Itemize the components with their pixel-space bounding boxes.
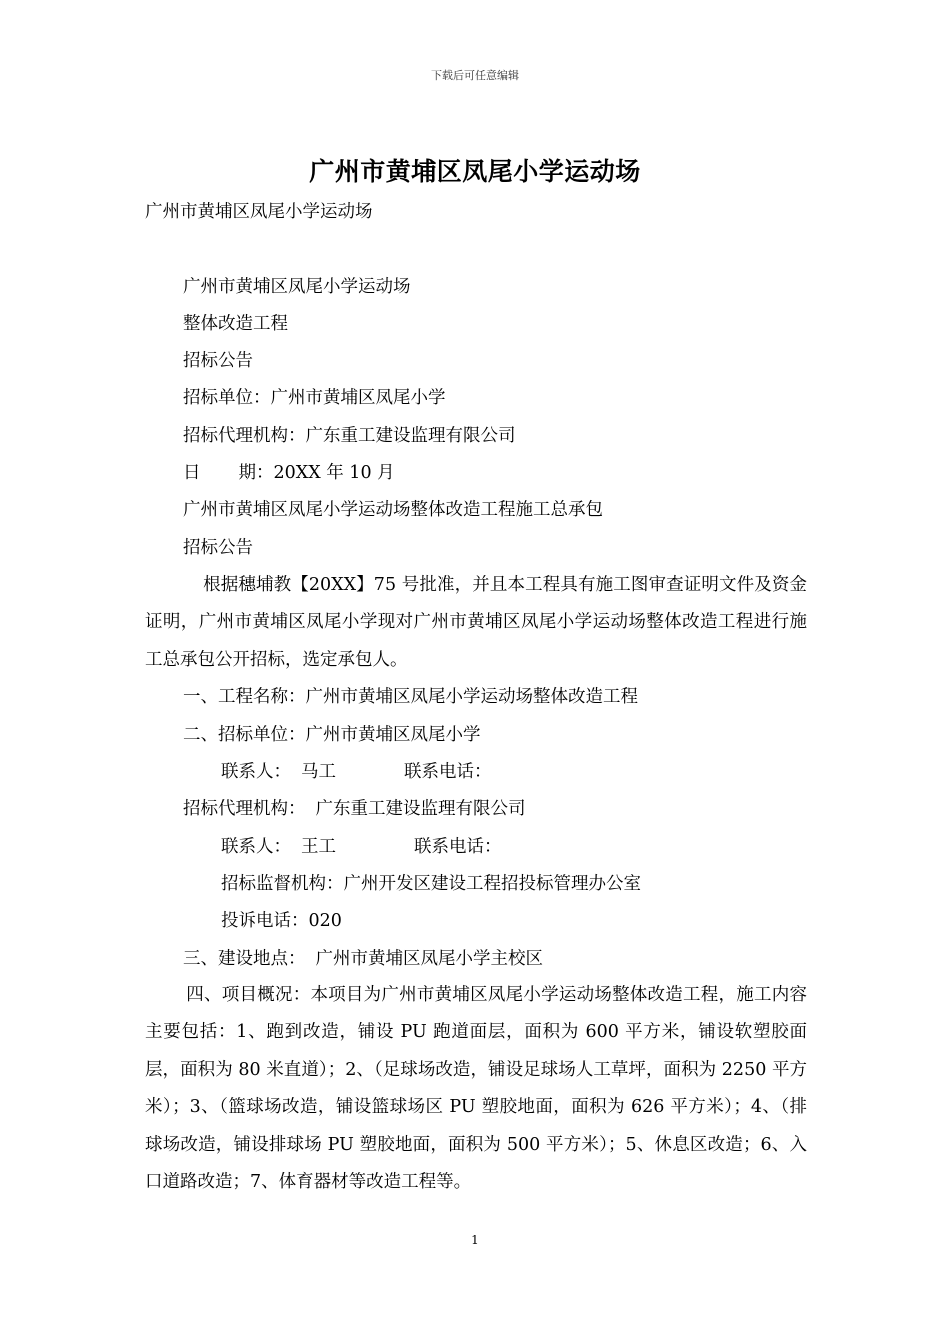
header-note: 下载后可任意编辑 bbox=[431, 69, 519, 82]
cover-date-value: 期：20XX 年 10 月 bbox=[238, 463, 395, 483]
notice-heading-1: 广州市黄埔区凤尾小学运动场整体改造工程施工总承包 bbox=[183, 500, 603, 520]
cover-date-label: 日 bbox=[183, 463, 201, 483]
complaint-line: 投诉电话：020 bbox=[221, 911, 342, 931]
page-number: 1 bbox=[471, 1233, 479, 1247]
notice-intro-text: 根据穗埔教【20XX】75 号批准，并且本工程具有施工图审查证明文件及资金证明，广州市黄埔区凤尾小学现对广州市黄埔区凤尾小学运动场整体改造工程进行施工总承包公开招标，选定承包人。 bbox=[145, 575, 807, 670]
item-2: 二、招标单位：广州市黄埔区凤尾小学 bbox=[183, 725, 481, 745]
contact1-name: 马工 bbox=[301, 762, 336, 782]
item3-value: 广州市黄埔区凤尾小学主校区 bbox=[315, 949, 543, 969]
cover-line-2: 整体改造工程 bbox=[183, 314, 288, 334]
contact1-phone-label: 联系电话： bbox=[404, 762, 492, 782]
contact2-phone-label: 联系电话： bbox=[414, 837, 502, 857]
notice-heading-2: 招标公告 bbox=[183, 538, 253, 558]
cover-tenderer: 招标单位：广州市黄埔区凤尾小学 bbox=[183, 388, 446, 408]
agency-label: 招标代理机构： bbox=[183, 799, 306, 819]
item3-label: 三、建设地点： bbox=[183, 949, 306, 969]
contact1-label: 联系人： bbox=[221, 762, 291, 782]
contact-row-1 bbox=[221, 760, 492, 784]
contact2-name: 王工 bbox=[301, 837, 336, 857]
agency-name: 广东重工建设监理有限公司 bbox=[315, 799, 526, 819]
subtitle-line: 广州市黄埔区凤尾小学运动场 bbox=[145, 202, 373, 222]
notice-intro bbox=[145, 567, 807, 679]
contact-row-2 bbox=[221, 835, 502, 859]
cover-line-3: 招标公告 bbox=[183, 351, 253, 371]
item4-text: 四、项目概况：本项目为广州市黄埔区凤尾小学运动场整体改造工程，施工内容主要包括：1、跑到改造，铺设 PU 跑道面层，面积为 600 平方米，铺设软塑胶面层，面积为 80 米直道）；2、（足球场改造，铺设足球场人工草坪，面积为 2250 平方米）；3、（篮球场改造，铺设篮球场区 PU 塑胶地面，面积为 626 平方米）；4、（排球场改造，铺设排球场 PU 塑胶地面，面积为 500 平方米）；5、休息区改造；6、入口道路改造；7、体育器材等改造工程等。 bbox=[145, 985, 807, 1193]
item-3 bbox=[183, 947, 543, 971]
cover-date bbox=[183, 461, 395, 485]
cover-line-1: 广州市黄埔区凤尾小学运动场 bbox=[183, 277, 411, 297]
agency-row bbox=[183, 797, 526, 821]
document-title: 广州市黄埔区凤尾小学运动场 bbox=[309, 157, 641, 186]
item-1: 一、工程名称：广州市黄埔区凤尾小学运动场整体改造工程 bbox=[183, 687, 638, 707]
item-4 bbox=[145, 977, 807, 1201]
supervision-line: 招标监督机构：广州开发区建设工程招投标管理办公室 bbox=[221, 874, 641, 894]
cover-agency: 招标代理机构：广东重工建设监理有限公司 bbox=[183, 426, 516, 446]
contact2-label: 联系人： bbox=[221, 837, 291, 857]
